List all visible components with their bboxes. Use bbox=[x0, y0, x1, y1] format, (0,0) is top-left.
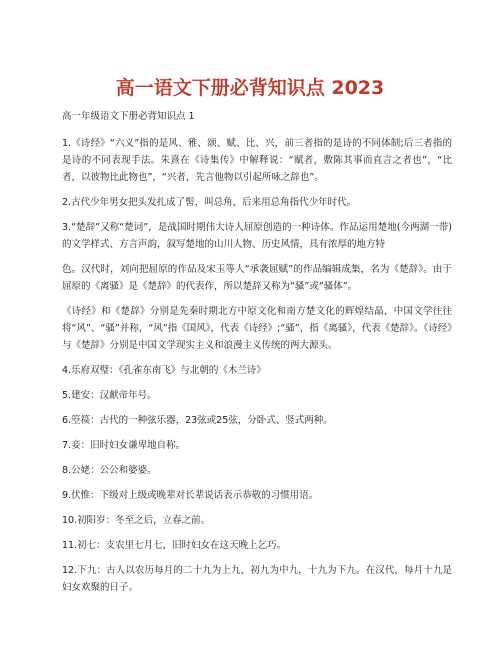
paragraph-3-continued: 色。汉代时，刘向把屈原的作品及宋玉等人“承袭屈赋”的作品编辑成集，名为《楚辞》。由于屈原的《离骚》是《楚辞》的代表作，所以楚辞又称为“骚”或“骚体”。 bbox=[62, 264, 452, 292]
paragraph-1: 1.《诗经》“六义”指的是风、雅、颂、赋、比、兴，前三者指的是诗的不同体制;后三者指的是诗的不同表现手法。朱熹在《诗集传》中解释说：“赋者，敷陈其事而直言之者也”，“比者，以彼物比此物也”，“兴者，先言他物以引起所咏之辞也”。 bbox=[62, 138, 452, 183]
paragraph-shijing-chuci: 《诗经》和《楚辞》分别是先秦时期北方中原文化和南方楚文化的辉煌结晶，中国文学往往将“风”、“骚”并称，“风”指《国风》，代表《诗经》;“骚”，指《离骚》，代表《楚辞》。《诗经》与《楚辞》分别是中国文学现实主义和浪漫主义传统的两大源头。 bbox=[62, 306, 452, 351]
paragraph-11: 11.初七：支农里七月七，旧时妇女在这天晚上乞巧。 bbox=[62, 540, 287, 551]
paragraph-10: 10.初阳岁：冬至之后，立春之前。 bbox=[62, 515, 211, 526]
paragraph-2: 2.古代少年男女把头发扎成了髻，叫总角，后来用总角指代少年时代。 bbox=[62, 197, 357, 208]
paragraph-9: 9.伏惟：下级对上级或晚辈对长辈说话表示恭敬的习惯用语。 bbox=[62, 490, 319, 501]
paragraph-7: 7.妾：旧时妇女谦卑地自称。 bbox=[62, 440, 186, 451]
paragraph-6: 6.箜篌：古代的一种弦乐器，23弦或25弦，分卧式、竖式两种。 bbox=[62, 415, 333, 426]
paragraph-8: 8.公姥：公公和婆婆。 bbox=[62, 465, 157, 476]
document-title: 高一语文下册必背知识点 2023 bbox=[115, 77, 385, 99]
paragraph-5: 5.建安：汉献帝年号。 bbox=[62, 390, 157, 401]
paragraph-12: 12.下九：古人以农历每月的二十九为上九，初九为中九，十九为下九。在汉代，每月十九是妇女欢聚的日子。 bbox=[62, 565, 452, 593]
document-body bbox=[62, 110, 452, 604]
paragraph-3: 3.“楚辞”又称“楚词”，是战国时期伟大诗人屈原创造的一种诗体。作品运用楚地(今两湖一带)的文学样式、方言声韵，叙写楚地的山川人物、历史风情，具有浓厚的地方特 bbox=[62, 222, 452, 250]
paragraph-4: 4.乐府双璧：《孔雀东南飞》与北朝的《木兰诗》 bbox=[62, 365, 266, 376]
section-subtitle: 高一年级语文下册必背知识点 1 bbox=[62, 111, 195, 122]
